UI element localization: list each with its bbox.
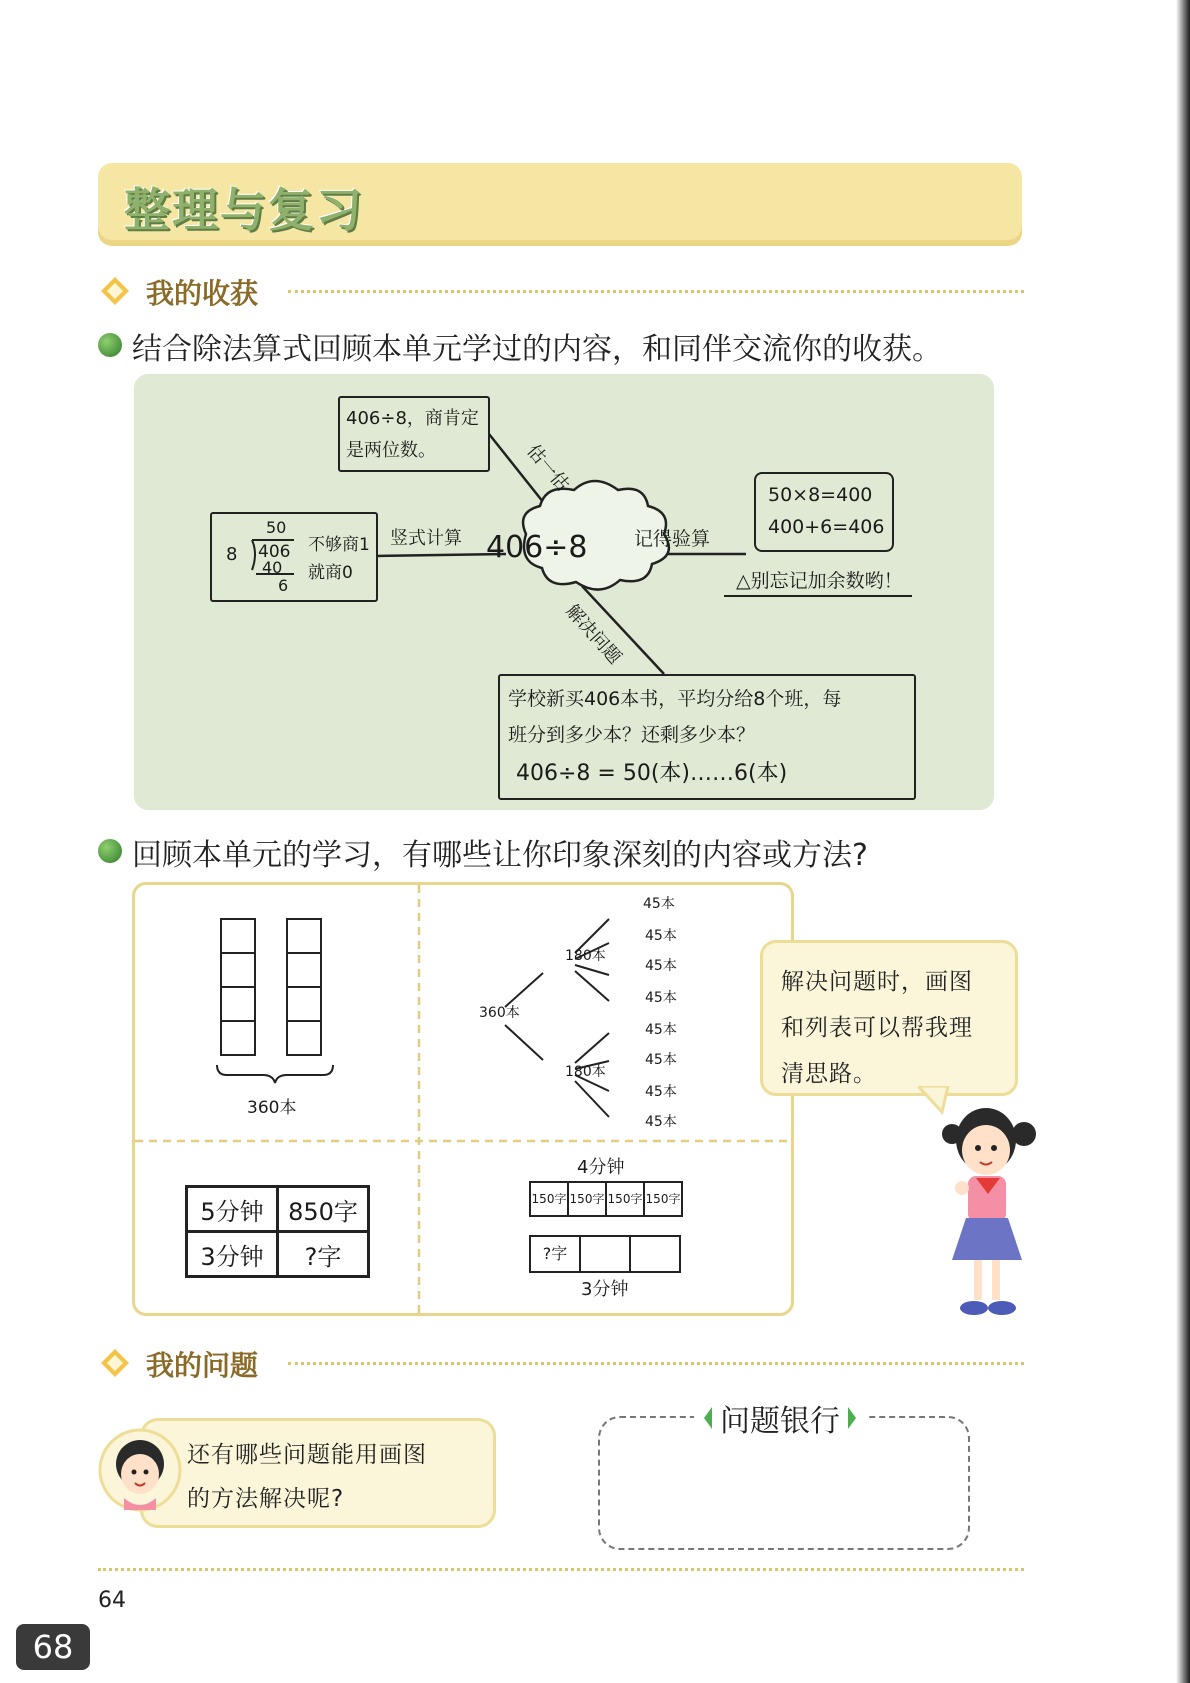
bank-left-bracket-icon <box>700 1405 714 1431</box>
table-row <box>187 1187 369 1232</box>
page-badge: 68 <box>16 1624 90 1670</box>
label-vertical-calc: 竖式计算 <box>390 528 462 549</box>
speech-line: 的方法解决呢? <box>187 1486 345 1512</box>
speech-line: 清思路。 <box>781 1061 877 1087</box>
table-cell: ?字 <box>278 1232 369 1277</box>
prompt-impressive-methods: 回顾本单元的学习，有哪些让你印象深刻的内容或方法? <box>132 838 868 873</box>
estimate-line-2: 是两位数。 <box>346 440 436 461</box>
strip-cell <box>631 1235 681 1273</box>
estimate-box <box>338 396 490 472</box>
remainder: 6 <box>278 576 289 595</box>
page-edge-shadow <box>1176 0 1190 1683</box>
section-divider <box>288 290 1024 293</box>
tree-mid-label: 180本 <box>565 948 606 964</box>
speech-bubble-question <box>140 1418 496 1528</box>
tree-mid-label: 180本 <box>565 1064 606 1080</box>
dividend: 406 <box>258 542 291 562</box>
tree-leaf-label: 45本 <box>645 928 677 944</box>
methods-grid-panel <box>132 882 794 1316</box>
tree-root-label: 360本 <box>479 1005 520 1021</box>
section-diamond-icon <box>100 1348 130 1378</box>
section-diamond-icon <box>100 276 130 306</box>
page-number: 64 <box>98 1588 126 1613</box>
label-solve: 解决问题 <box>561 600 626 669</box>
check-line-1: 50×8=400 <box>768 484 873 506</box>
speech-line: 解决问题时，画图 <box>781 969 973 995</box>
strip-top <box>529 1181 683 1217</box>
quotient: 50 <box>266 518 287 537</box>
vertical-note-1: 不够商1 <box>308 535 370 555</box>
label-estimate: 估一估 <box>522 440 574 496</box>
strip-cell: 150字 <box>529 1181 569 1217</box>
strip-cell: 150字 <box>569 1181 607 1217</box>
label-check: 记得验算 <box>634 528 711 550</box>
section-divider <box>288 1362 1024 1365</box>
section-title-questions: 我的问题 <box>146 1349 259 1382</box>
tree-leaf-label: 45本 <box>645 958 677 974</box>
estimate-line-1: 406÷8，商肯定 <box>346 408 479 429</box>
vertical-note-2: 就商0 <box>308 563 353 583</box>
strip-top-label: 4分钟 <box>577 1157 625 1178</box>
strip-cell: 150字 <box>645 1181 683 1217</box>
vertical-calc-box <box>210 512 378 602</box>
strip-cell: 150字 <box>607 1181 645 1217</box>
tree-leaf-label: 45本 <box>645 1084 677 1100</box>
table-cell: 850字 <box>278 1187 369 1232</box>
strip-cell <box>581 1235 631 1273</box>
page-title: 整理与复习 <box>124 183 364 237</box>
tree-leaf-label: 45本 <box>645 990 677 1006</box>
product: 40 <box>262 558 283 577</box>
solve-line-1: 学校新买406本书，平均分给8个班，每 <box>508 688 842 710</box>
solve-box <box>498 674 916 800</box>
girl-illustration <box>930 1100 1050 1330</box>
avatar <box>98 1428 182 1512</box>
divisor: 8 <box>226 544 238 565</box>
solve-line-2: 班分到多少本？还剩多少本？ <box>508 724 756 746</box>
table-cell: 3分钟 <box>187 1232 278 1277</box>
bars-total-label: 360本 <box>247 1098 297 1118</box>
bar-model-drawing <box>205 915 345 1095</box>
check-box <box>754 472 894 552</box>
tree-leaf-label: 45本 <box>645 1022 677 1038</box>
speech-bubble-tip <box>760 940 1018 1096</box>
question-bank-header <box>694 1396 866 1440</box>
table-cell: 5分钟 <box>187 1187 278 1232</box>
speech-line: 和列表可以帮我理 <box>781 1015 973 1041</box>
question-bank-title: 问题银行 <box>720 1404 840 1439</box>
tree-leaf-label: 45本 <box>645 1114 677 1130</box>
strip-cell: ?字 <box>529 1235 581 1273</box>
tree-leaf-label: 45本 <box>645 1052 677 1068</box>
solve-line-3: 406÷8 = 50(本)……6(本) <box>516 761 788 786</box>
mind-map-center: 406÷8 <box>486 530 588 565</box>
speech-line: 还有哪些问题能用画图 <box>187 1442 427 1468</box>
tree-leaf-label: 45本 <box>643 896 675 912</box>
strip-bottom <box>529 1235 681 1273</box>
check-line-2: 400+6=406 <box>768 516 885 538</box>
strip-bottom-label: 3分钟 <box>581 1279 629 1300</box>
prompt-review-division: 结合除法算式回顾本单元学过的内容，和同伴交流你的收获。 <box>132 332 942 367</box>
bullet-icon <box>98 333 122 357</box>
check-note: △别忘记加余数哟！ <box>736 570 903 592</box>
section-title-harvest: 我的收获 <box>146 277 259 310</box>
mind-map-panel <box>134 374 994 810</box>
bottom-divider <box>98 1568 1024 1571</box>
rate-table <box>185 1185 370 1278</box>
bank-right-bracket-icon <box>846 1405 860 1431</box>
table-row <box>187 1232 369 1277</box>
bullet-icon <box>98 839 122 863</box>
